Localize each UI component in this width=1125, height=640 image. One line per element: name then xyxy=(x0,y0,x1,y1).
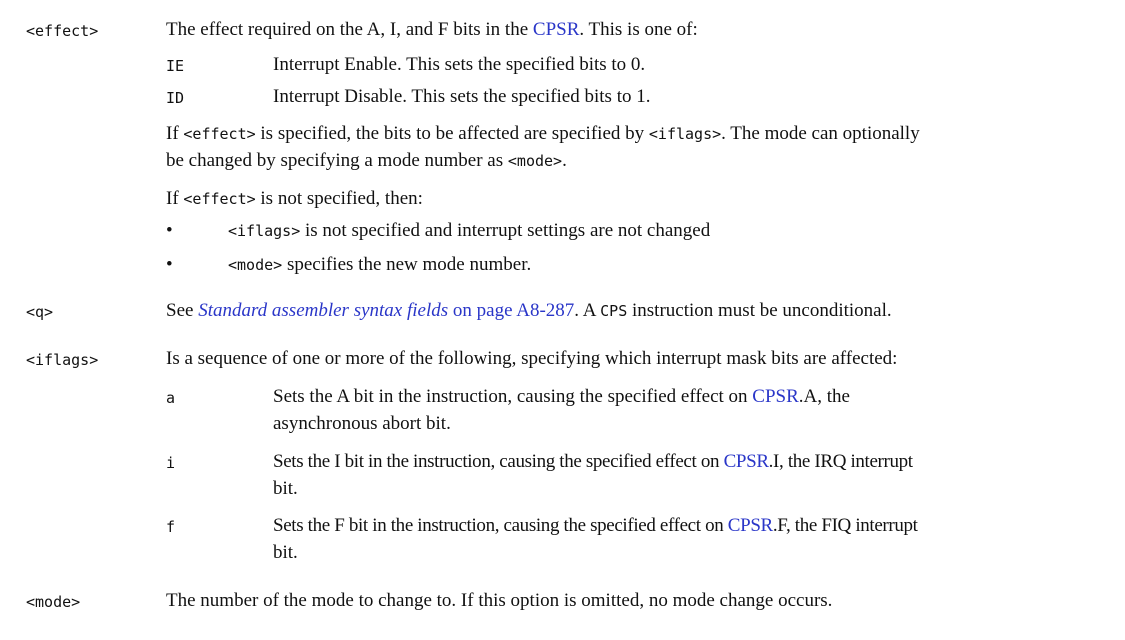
q-description: See Standard assembler syntax fields on page A8-287. A CPS instruction must be unconditional. xyxy=(166,300,892,321)
mode-description: The number of the mode to change to. If this option is omitted, no mode change occurs. xyxy=(166,590,833,611)
iflag-code-f: f xyxy=(166,518,176,536)
term-iflags: <iflags> xyxy=(26,351,99,369)
effect-paragraph-line1: If <effect> is specified, the bits to be affected are specified by <iflags>. The mode can optionally xyxy=(166,123,920,144)
effect-description: The effect required on the A, I, and F bits in the CPSR. This is one of: xyxy=(166,19,698,40)
bullet-mark: • xyxy=(166,220,173,241)
iflag-text-i-line1: Sets the I bit in the instruction, causing the specified effect on CPSR.I, the IRQ interrupt xyxy=(273,451,913,472)
cpsr-link[interactable]: CPSR xyxy=(532,19,580,40)
option-code-ie: IE xyxy=(166,57,185,75)
iflag-text-a-line2: asynchronous abort bit. xyxy=(273,413,451,434)
cpsr-link[interactable]: CPSR xyxy=(723,451,769,472)
term-q: <q> xyxy=(26,303,54,321)
option-code-id: ID xyxy=(166,89,185,107)
iflag-code-a: a xyxy=(166,389,176,407)
bullet-mark: • xyxy=(166,254,173,275)
iflag-text-i-line2: bit. xyxy=(273,478,298,499)
option-text-id: Interrupt Disable. This sets the specified bits to 1. xyxy=(273,86,651,107)
term-mode: <mode> xyxy=(26,593,81,611)
iflags-description: Is a sequence of one or more of the following, specifying which interrupt mask bits are affected: xyxy=(166,348,898,369)
cpsr-link[interactable]: CPSR xyxy=(727,515,773,536)
bullet-item-iflags: <iflags> is not specified and interrupt settings are not changed xyxy=(228,220,711,241)
iflag-code-i: i xyxy=(166,454,176,472)
option-text-ie: Interrupt Enable. This sets the specified bits to 0. xyxy=(273,54,646,75)
iflag-text-f-line1: Sets the F bit in the instruction, causing the specified effect on CPSR.F, the FIQ interrupt xyxy=(273,515,918,536)
cpsr-link[interactable]: CPSR xyxy=(752,386,799,407)
term-effect: <effect> xyxy=(26,22,99,40)
syntax-fields-link[interactable]: Standard assembler syntax fields on page A8-287 xyxy=(198,300,575,321)
bullet-item-mode: <mode> specifies the new mode number. xyxy=(228,254,532,275)
effect-not-specified: If <effect> is not specified, then: xyxy=(166,188,423,209)
iflag-text-f-line2: bit. xyxy=(273,542,298,563)
iflag-text-a-line1: Sets the A bit in the instruction, causing the specified effect on CPSR.A, the xyxy=(273,386,850,407)
effect-paragraph-line2: be changed by specifying a mode number as <mode>. xyxy=(166,150,567,171)
